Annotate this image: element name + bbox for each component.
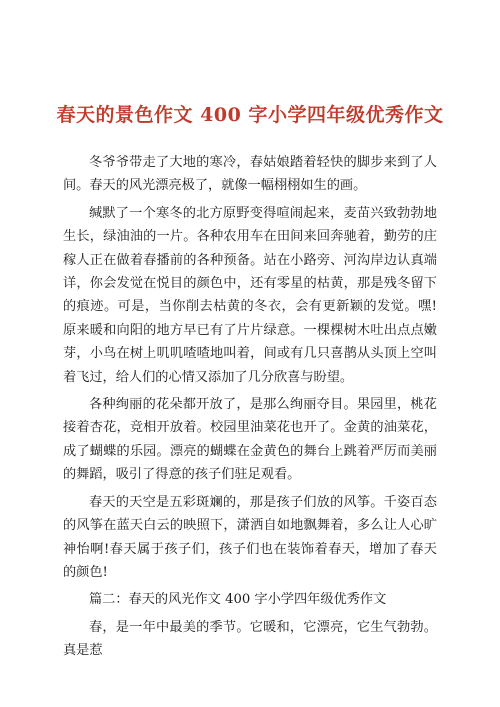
paragraph: 缄默了一个寒冬的北方原野变得喧闹起来，麦苗兴致勃勃地生长，绿油油的一片。各种农用车在田间来回奔驰着，勤劳的庄稼人正在做着春播前的各种预备。站在小路旁、河沟岸边认真端详，你会发觉在悦目的颜色中，还有零星的枯黄，那是残冬留下的痕迹。可是，当你削去枯黄的冬衣，会有更新颖的发觉。嘿!原来暖和向阳的地方早已有了片片绿意。一棵棵树木吐出点点嫩芽，小鸟在树上叽叽喳喳地叫着，间或有几只喜鹊从头顶上空叫着飞过，给人们的心情又添加了几分欣喜与盼望。 xyxy=(63,205,437,385)
paragraph: 各种绚丽的花朵都开放了，是那么绚丽夺目。果园里，桃花接着杏花，竞相开放着。校园里油菜花也开了。金黄的油菜花，成了蝴蝶的乐园。漂亮的蝴蝶在金黄色的舞台上跳着严厉而美丽的舞蹈，吸引了得意的孩子们驻足观看。 xyxy=(63,397,437,483)
paragraph: 冬爷爷带走了大地的寒冷，春姑娘踏着轻快的脚步来到了人间。春天的风光漂亮极了，就像一幅栩栩如生的画。 xyxy=(63,155,437,194)
paragraph: 春天的天空是五彩斑斓的，那是孩子们放的风筝。千姿百态的风筝在蓝天白云的映照下，潇洒自如地飘舞着，多么让人心旷神怡啊!春天属于孩子们，孩子们也在装饰着春天，增加了春天的颜色! xyxy=(63,494,437,580)
section-heading: 篇二：春天的风光作文 400 字小学四年级优秀作文 xyxy=(89,592,387,608)
paragraph: 春，是一年中最美的季节。它暖和，它漂亮，它生气勃勃。真是惹 xyxy=(63,619,437,659)
document-body xyxy=(63,151,437,663)
document-title: 春天的景色作文 400 字小学四年级优秀作文 xyxy=(56,104,444,126)
